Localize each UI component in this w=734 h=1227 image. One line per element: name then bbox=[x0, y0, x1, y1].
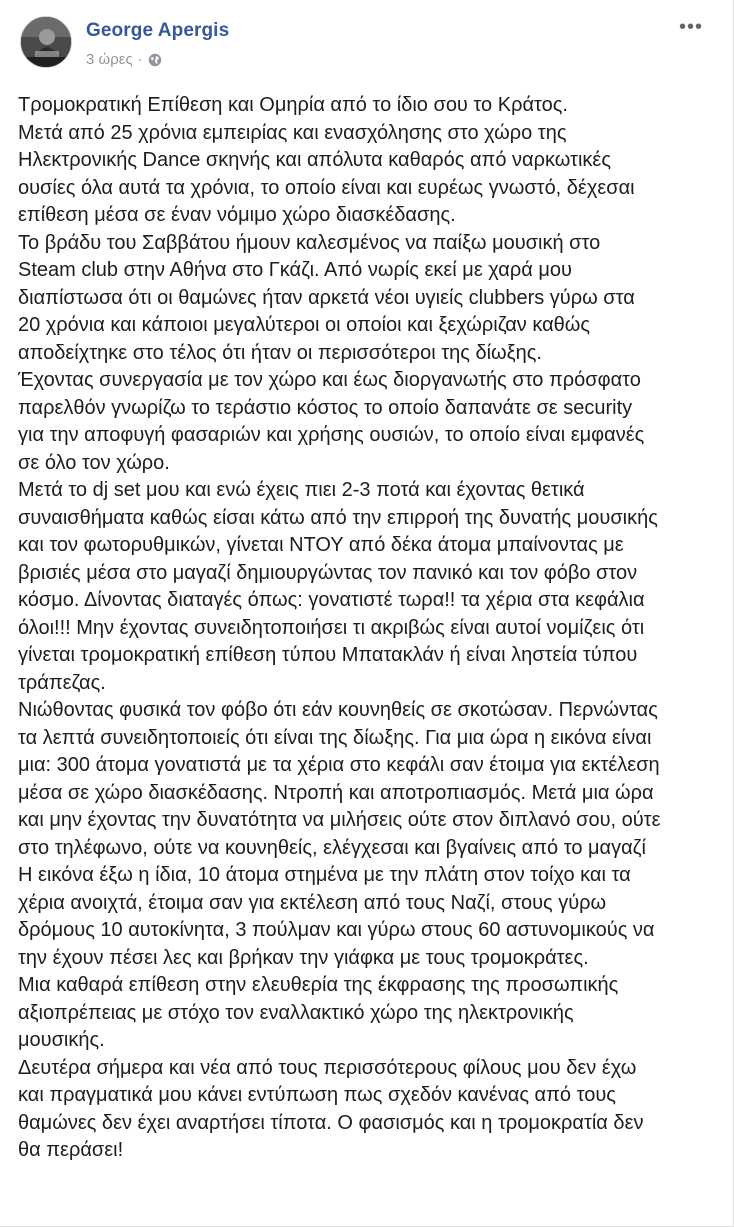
post-text-line: Νιώθοντας φυσικά τον φόβο ότι εάν κουνηθείς σε σκοτώσαν. Περνώντας bbox=[18, 699, 658, 721]
post-timestamp[interactable]: 3 ώρες bbox=[86, 51, 133, 68]
avatar[interactable] bbox=[20, 16, 72, 68]
post-text-line: Μετά το dj set μου και ενώ έχεις πιει 2-3 ποτά και έχοντας θετικά bbox=[18, 479, 585, 501]
post-text-line: αποδείχτηκε στο τέλος ότι ήταν οι περισσότεροι της δίωξης. bbox=[18, 341, 542, 364]
post-text-line: μουσικής. bbox=[18, 1029, 105, 1051]
globe-icon[interactable] bbox=[148, 53, 162, 67]
post-text-line: κόσμο. Δίνοντας διαταγές όπως: γονατιστέ τωρα!! τα χέρια στα κεφάλια bbox=[18, 589, 645, 611]
post-text-line: δρόμους 10 αυτοκίνητα, 3 πούλμαν και γύρω στους 60 αστυνομικούς να bbox=[18, 919, 655, 941]
post-text-line: θαμώνες δεν έχει αναρτήσει τίποτα. Ο φασισμός και η τρομοκρατία δεν bbox=[18, 1111, 644, 1134]
post-text-line: την έχουν πέσει λες και βρήκαν την γιάφκα με τους τρομοκράτες. bbox=[18, 946, 589, 969]
post-text-line: και πραγματικά μου κάνει εντύπωση πως σχεδόν κανένας από τους bbox=[18, 1084, 616, 1106]
post-text-line: τράπεζας. bbox=[18, 671, 106, 694]
post-text-line: ουσίες όλα αυτά τα χρόνια, το οποίο είναι και ευρέως γνωστό, δέχεσαι bbox=[18, 176, 635, 199]
post-body bbox=[18, 92, 718, 1165]
post-text-line: Μια καθαρά επίθεση στην ελευθερία της έκφρασης της προσωπικής bbox=[18, 974, 619, 996]
post-text-line: αξιοπρέπειας με στόχο τον εναλλακτικό χώρο της ηλεκτρονικής bbox=[18, 1001, 574, 1024]
post-text-line: Ηλεκτρονικής Dance σκηνής και απόλυτα καθαρός από ναρκωτικές bbox=[18, 149, 611, 171]
post-text-line: για την αποφυγή φασαριών και χρήσης ουσιών, το οποίο είναι εμφανές bbox=[18, 424, 645, 446]
post-text-line: βρισιές μέσα στο μαγαζί δημιουργώντας τον πανικό και τον φόβο στον bbox=[18, 561, 638, 584]
post-text-line: επίθεση μέσα σε έναν νόμιμο χώρο διασκέδασης. bbox=[18, 204, 456, 226]
post-text-line: τα λεπτά συνειδητοποιείς ότι είναι της δίωξης. Για μια ώρα η εικόνα είναι bbox=[18, 726, 652, 749]
post-text-line: διαπίστωσα ότι οι θαμώνες ήταν αρκετά νέοι υγιείς clubbers γύρω στα bbox=[18, 286, 635, 309]
post-text-line: και τον φωτορυθμικών, γίνεται ΝΤΟΥ από δέκα άτομα μπαίνοντας με bbox=[18, 534, 624, 556]
post-text-line: παρελθόν γνωρίζω το τεράστιο κόστος το οποίο δαπανάτε σε security bbox=[18, 396, 633, 419]
post-text-line: Τρομοκρατική Επίθεση και Ομηρία από το ίδιο σου το Κράτος. bbox=[18, 94, 568, 116]
post-text-line: Δευτέρα σήμερα και νέα από τους περισσότερους φίλους μου δεν έχω bbox=[18, 1056, 637, 1079]
post-text-line: όλοι!!! Μην έχοντας συνειδητοποιήσει τι ακριβώς είναι αυτοί νομίζεις ότι bbox=[18, 616, 645, 639]
more-options-icon[interactable]: ••• bbox=[678, 16, 703, 38]
post-text-line: στο τηλέφωνο, ούτε να κουνηθείς, ελέγχεσαι και βγαίνεις από το μαγαζί bbox=[18, 836, 646, 859]
post-text-line: και μην έχοντας την δυνατότητα να μιλήσεις ούτε στον διπλανό σου, ούτε bbox=[18, 809, 661, 831]
post-text-line: σε όλο τον χώρο. bbox=[18, 451, 170, 474]
post-text-line: μέσα σε χώρο διασκέδασης. Ντροπή και αποτροπιασμός. Μετά μια ώρα bbox=[18, 781, 654, 804]
post-text-line: συναισθήματα καθώς είσαι κάτω από την επιρροή της δυνατής μουσικής bbox=[18, 506, 658, 529]
meta-separator: · bbox=[137, 51, 143, 68]
avatar-photo bbox=[21, 17, 72, 68]
post-text-line: Steam club στην Αθήνα στο Γκάζι. Από νωρίς εκεί με χαρά μου bbox=[18, 259, 572, 281]
post-meta bbox=[86, 51, 162, 68]
post-text-line: Η εικόνα έξω η ίδια, 10 άτομα στημένα με την πλάτη στον τοίχο και τα bbox=[18, 864, 631, 886]
post-text-line: Έχοντας συνεργασία με τον χώρο και έως διοργανωτής στο πρόσφατο bbox=[18, 369, 641, 391]
post-text-line: θα περάσει! bbox=[18, 1139, 124, 1161]
post-text-line: μια: 300 άτομα γονατιστά με τα χέρια στο κεφάλι σαν έτοιμα για εκτέλεση bbox=[18, 754, 660, 776]
post-text-line: Το βράδυ του Σαββάτου ήμουν καλεσμένος να παίξω μουσική στο bbox=[18, 231, 601, 254]
post-text-line: Μετά από 25 χρόνια εμπειρίας και ενασχόλησης στο χώρο της bbox=[18, 121, 567, 144]
post-text-line: 20 χρόνια και κάποιοι μεγαλύτεροι οι οποίοι και ξεχώριζαν καθώς bbox=[18, 314, 591, 336]
post-text-line: γίνεται τρομοκρατική επίθεση τύπου Μπατακλάν ή είναι ληστεία τύπου bbox=[18, 644, 638, 666]
author-name[interactable]: George Apergis bbox=[86, 20, 230, 41]
post-text-line: χέρια ανοιχτά, έτοιμα σαν για εκτέλεση από τους Ναζί, στους γύρω bbox=[18, 891, 607, 914]
